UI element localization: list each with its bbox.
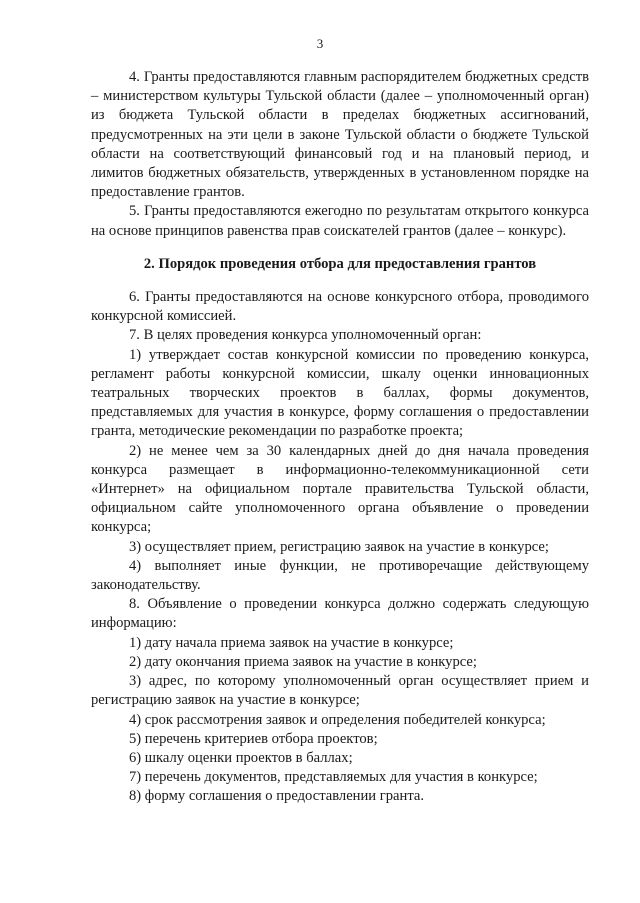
paragraph-5: 5. Гранты предоставляются ежегодно по результатам открытого конкурса на основе принципов равенства прав соискателей грантов (далее – конкурс). [91, 203, 589, 239]
paragraph-7-item-1: 1) утверждает состав конкурсной комиссии по проведению конкурса, регламент работы конкурсной комиссии, шкалу оценки инновационных театральных творческих проектов в баллах, формы документов, представляемых для участия в конкурсе, форму соглашения о предоставлении гранта, методические рекомендации по разработке проекта; [91, 346, 589, 440]
paragraph-8-item-7: 7) перечень документов, представляемых для участия в конкурсе; [129, 769, 538, 786]
paragraph-4: 4. Гранты предоставляются главным распорядителем бюджетных средств – министерством культуры Тульской области (далее – уполномоченный орган) из бюджета Тульской области в пределах бюджетных ассигнований, предусмотренных на эти цели в законе Тульской области о бюджете Тульской области на соответствующий финансовый год и на плановый период, и лимитов бюджетных обязательств, утвержденных в установленном порядке на предоставление грантов. [91, 69, 589, 201]
paragraph-8-item-1: 1) дату начала приема заявок на участие в конкурсе; [129, 634, 454, 651]
paragraph-8: 8. Объявление о проведении конкурса должно содержать следующую информацию: [91, 596, 589, 632]
paragraph-6: 6. Гранты предоставляются на основе конкурсного отбора, проводимого конкурсной комиссией. [91, 289, 589, 325]
paragraph-8-item-3: 3) адрес, по которому уполномоченный орган осуществляет прием и регистрацию заявок на участие в конкурсе; [91, 673, 589, 709]
paragraph-8-item-4: 4) срок рассмотрения заявок и определения победителей конкурса; [129, 711, 546, 728]
paragraph-7-item-4: 4) выполняет иные функции, не противоречащие действующему законодательству. [91, 557, 589, 594]
section-heading: 2. Порядок проведения отбора для предоставления грантов [143, 255, 537, 272]
paragraph-7-item-2: 2) не менее чем за 30 календарных дней до дня начала проведения конкурса размещает в информационно-телекоммуникационной сети «Интернет» на официальном портале правительства Тульской области, официальном сайте уполномоченного органа объявление о проведении конкурса; [91, 442, 589, 536]
paragraph-7-item-3: 3) осуществляет прием, регистрацию заявок на участие в конкурсе; [129, 538, 549, 555]
paragraph-8-item-6: 6) шкалу оценки проектов в баллах; [129, 749, 353, 766]
page-number: 3 [316, 36, 324, 51]
paragraph-8-item-8: 8) форму соглашения о предоставлении гранта. [129, 788, 425, 805]
paragraph-8-item-5: 5) перечень критериев отбора проектов; [129, 730, 378, 747]
document-body [91, 68, 589, 807]
paragraph-8-item-2: 2) дату окончания приема заявок на участие в конкурсе; [129, 653, 477, 670]
paragraph-7: 7. В целях проведения конкурса уполномоченный орган: [129, 327, 482, 344]
